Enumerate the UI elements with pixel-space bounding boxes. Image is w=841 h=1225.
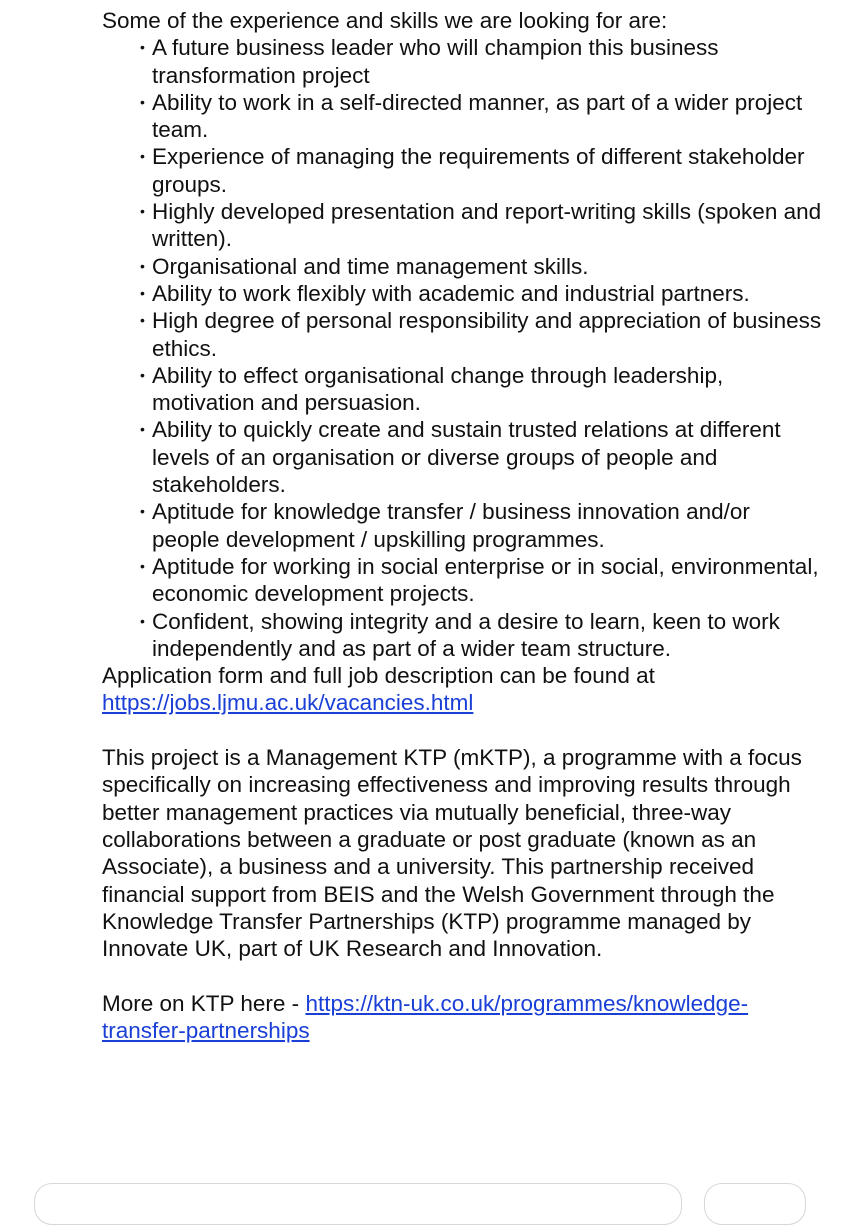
bullet-icon: • xyxy=(140,284,145,301)
bullet-icon: • xyxy=(140,39,145,56)
list-item: • Highly developed presentation and report-writing skills (spoken and written). xyxy=(140,199,822,252)
skills-list xyxy=(102,34,822,662)
bullet-icon: • xyxy=(140,203,145,220)
spacer xyxy=(102,717,822,744)
bullet-icon: • xyxy=(140,421,145,438)
list-item: • Ability to work flexibly with academic and industrial partners. xyxy=(140,280,750,306)
list-item: • Confident, showing integrity and a desire to learn, keen to work independently and as part of a wider team structure. xyxy=(140,608,780,661)
more-on-ktp xyxy=(102,990,822,1045)
bullet-icon: • xyxy=(140,503,145,520)
list-item: • A future business leader who will champion this business transformation project xyxy=(140,35,719,88)
vacancies-link[interactable]: https://jobs.ljmu.ac.uk/vacancies.html xyxy=(102,690,474,716)
list-item: • Aptitude for knowledge transfer / business innovation and/or people development / upskilling programmes. xyxy=(140,499,750,552)
reply-button[interactable] xyxy=(704,1183,806,1225)
bullet-icon: • xyxy=(140,93,145,110)
list-item: • High degree of personal responsibility and appreciation of business ethics. xyxy=(140,308,822,361)
list-item: • Ability to effect organisational change through leadership, motivation and persuasion. xyxy=(140,362,724,416)
post-content xyxy=(102,7,822,1044)
list-item: • Ability to quickly create and sustain trusted relations at different levels of an organisation or diverse groups of people and stakeholders. xyxy=(140,417,781,498)
intro-text: Some of the experience and skills we are looking for are: xyxy=(102,8,668,33)
list-item: • Ability to work in a self-directed manner, as part of a wider project team. xyxy=(140,89,803,143)
list-item: • Organisational and time management skills. xyxy=(140,253,589,279)
list-item: • Aptitude for working in social enterprise or in social, environmental, economic development projects. xyxy=(140,553,819,607)
bullet-icon: • xyxy=(140,557,145,574)
spacer xyxy=(102,962,822,989)
bullet-icon: • xyxy=(140,148,145,165)
bullet-icon: • xyxy=(140,257,145,274)
project-paragraph: This project is a Management KTP (mKTP), a programme with a focus specifically on increasing effectiveness and improving results through better management practices via mutually beneficial, three-way collaborations between a graduate or post graduate (known as an Associate), a business and a university. This partnership received financial support from BEIS and the Welsh Government through the Knowledge Transfer Partnerships (KTP) programme managed by Innovate UK, part of UK Research and Innovation. xyxy=(102,745,802,962)
more-text: More on KTP here - xyxy=(102,990,306,1016)
reply-input[interactable] xyxy=(34,1183,682,1225)
bullet-icon: • xyxy=(140,612,145,629)
application-text: Application form and full job description can be found at xyxy=(102,663,655,689)
list-item: • Experience of managing the requirements of different stakeholder groups. xyxy=(140,144,805,197)
ktp-link[interactable]: https://ktn-uk.co.uk/programmes/knowledge-transfer-partnerships xyxy=(102,990,749,1043)
bullet-icon: • xyxy=(140,312,145,329)
bullet-icon: • xyxy=(140,366,145,383)
